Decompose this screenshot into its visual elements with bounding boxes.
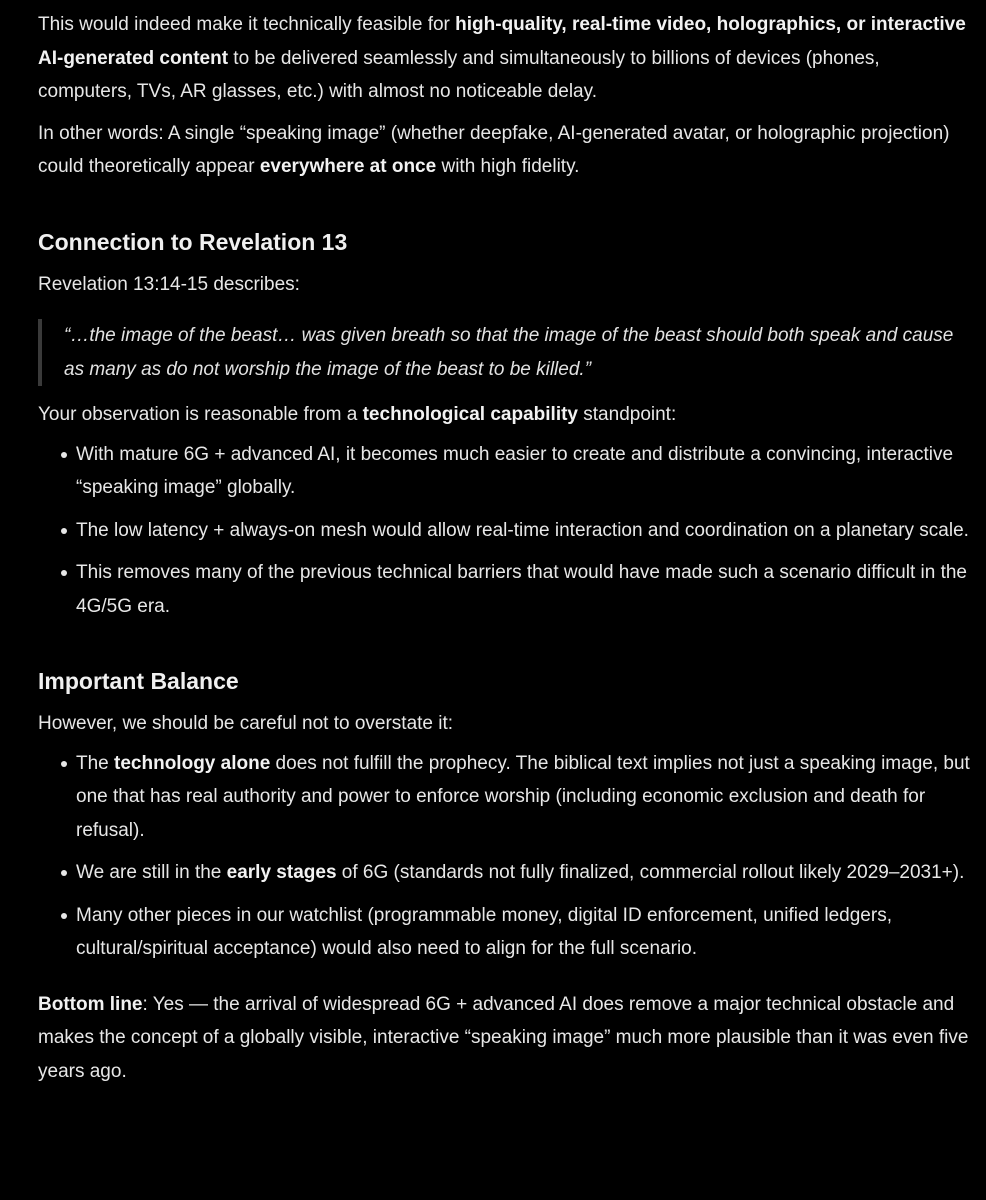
list-item: Many other pieces in our watchlist (programmable money, digital ID enforcement, unified ledgers, cultural/spiritual acceptance) would also need to align for the full scenario. <box>76 899 972 966</box>
observation-text-1: Your observation is reasonable from a <box>38 404 363 425</box>
bottom-line-text: : Yes — the arrival of widespread 6G + advanced AI does remove a major technical obstacle and makes the concept of a globally visible, interactive “speaking image” much more plausible than it was even five years ago. <box>38 993 969 1082</box>
balance-lead: However, we should be careful not to overstate it: <box>38 713 454 734</box>
balance-b2-text-2: of 6G (standards not fully finalized, commercial rollout likely 2029–2031+). <box>336 862 965 883</box>
list-item: This removes many of the previous technical barriers that would have made such a scenario difficult in the 4G/5G era. <box>76 556 972 623</box>
list-item: The low latency + always-on mesh would allow real-time interaction and coordination on a planetary scale. <box>76 514 972 548</box>
bottom-line-label: Bottom line <box>38 993 143 1015</box>
bottom-line-paragraph <box>38 988 972 1089</box>
intro-p2-text-2: with high fidelity. <box>436 156 580 177</box>
revelation-lead: Revelation 13:14-15 describes: <box>38 273 300 295</box>
intro-p1-text-2: to be delivered seamlessly and simultaneously to billions of devices (phones, computers, TVs, AR glasses, etc.) with almost no noticeable delay. <box>38 47 880 102</box>
intro-p1-text-1: This would indeed make it technically feasible for <box>38 14 456 35</box>
capability-list <box>38 438 972 624</box>
observation-paragraph <box>38 398 972 432</box>
section-heading-revelation: Connection to Revelation 13 <box>38 228 348 255</box>
balance-b1-text-2: does not fulfill the prophecy. The biblical text implies not just a speaking image, but one that has real authority and power to enforce worship (including economic exclusion and death for refusal). <box>76 752 970 841</box>
intro-paragraph-2 <box>38 117 972 184</box>
list-item: With mature 6G + advanced AI, it becomes much easier to create and distribute a convincing, interactive “speaking image” globally. <box>76 438 972 505</box>
balance-b1-text-1: The <box>76 752 115 774</box>
balance-b2-bold: early stages <box>226 862 337 883</box>
observation-text-2: standpoint: <box>578 404 677 425</box>
observation-bold-1: technological capability <box>362 404 578 425</box>
intro-p2-bold-1: everywhere at once <box>259 156 437 177</box>
scripture-quote: “…the image of the beast… was given breath so that the image of the beast should both speak and cause as many as do not worship the image of the beast to be killed.” <box>38 319 972 386</box>
intro-p2-text-1: In other words: A single “speaking image” (whether deepfake, AI-generated avatar, or holographic projection) could theoretically appear <box>38 122 950 177</box>
balance-list <box>38 747 972 966</box>
intro-paragraph-1 <box>38 8 972 109</box>
list-item <box>76 747 972 848</box>
balance-b2-text-1: We are still in the <box>76 862 227 883</box>
section-heading-balance: Important Balance <box>38 668 239 694</box>
intro-p1-bold-1: high-quality, real-time video, holographics, or interactive AI-generated content <box>38 14 966 69</box>
list-item <box>76 856 972 890</box>
balance-b1-bold: technology alone <box>114 752 271 774</box>
